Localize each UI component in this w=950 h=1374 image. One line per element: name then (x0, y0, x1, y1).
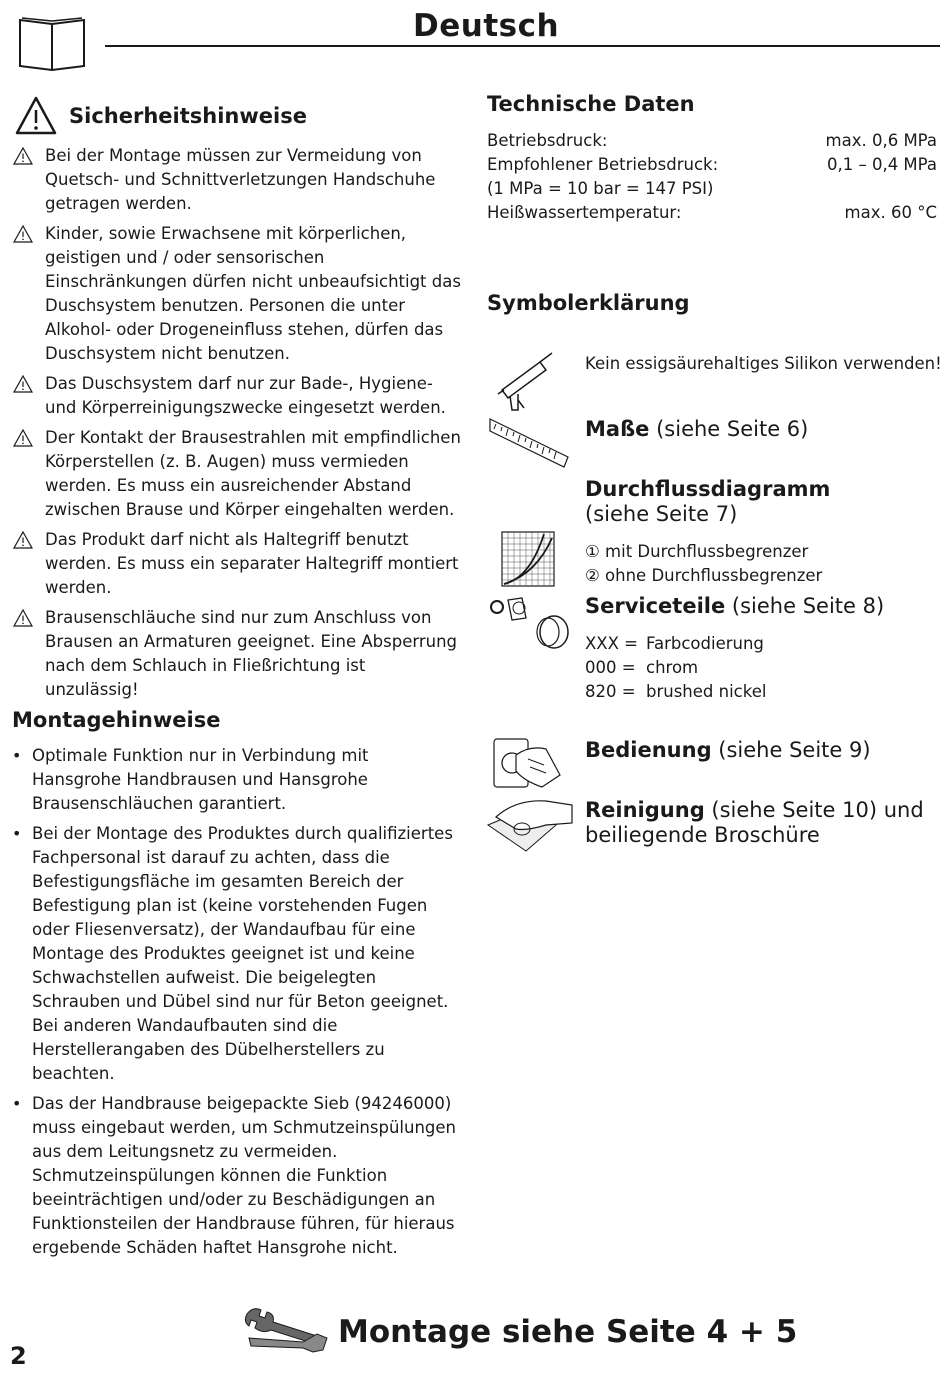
operation-label: Bedienung (585, 738, 712, 762)
mounting-item (12, 1092, 462, 1260)
warning-icon (15, 96, 57, 136)
safety-item-text: Der Kontakt der Brausestrahlen mit empfindlichen Körperstellen (z. B. Augen) muss vermieden werden. Es muss ein ausreichender Abstand zwischen Brause und Körper eingehalten werden. (45, 428, 461, 519)
technical-label: Heißwassertemperatur: (487, 203, 682, 222)
technical-label: Betriebsdruck: (487, 131, 608, 150)
cleaning-ref-2: beiliegende Broschüre (585, 823, 820, 847)
cleaning-label: Reinigung (585, 798, 705, 822)
technical-row (487, 153, 937, 177)
safety-item (12, 222, 462, 366)
warning-icon (12, 429, 34, 447)
book-icon (18, 16, 86, 72)
footer-title: Montage siehe Seite 4 + 5 (338, 1314, 798, 1350)
bullet-icon: • (12, 746, 22, 765)
mounting-item-text: Das der Handbrause beigepackte Sieb (94246000) muss eingebaut werden, um Schmutzeinspülungen aus dem Leitungsnetz zu vermeiden. Schmutzeinspülungen können die Funktion beeinträchtigen und/oder zu Beschädigungen an Funktionsteilen der Handbrause führen, für hieraus ergebende Schäden haftet Hansgrohe nicht. (32, 1094, 456, 1257)
operation-ref: (siehe Seite 9) (711, 738, 871, 762)
safety-item-text: Das Produkt darf nicht als Haltegriff benutzt werden. Es muss ein separater Haltegriff montiert werden. (45, 530, 459, 597)
bullet-icon: • (12, 824, 22, 843)
flow-without-limiter: ② ohne Durchflussbegrenzer (585, 566, 823, 585)
color-code: XXX = (585, 634, 638, 653)
warning-icon (12, 147, 34, 165)
safety-heading: Sicherheitshinweise (69, 104, 307, 128)
safety-list (12, 144, 462, 702)
flow-chart-icon (500, 530, 556, 588)
color-code-row (585, 680, 766, 704)
cleaning-ref: (siehe Seite 10) und (704, 798, 924, 822)
flow-legend (585, 540, 822, 588)
warning-icon (12, 375, 34, 393)
technical-table (487, 129, 937, 225)
safety-heading-row (12, 96, 462, 136)
dimensions-label: Maße (585, 417, 650, 441)
technical-label: Empfohlener Betriebsdruck: (487, 155, 719, 174)
mounting-item (12, 744, 462, 816)
mounting-item (12, 822, 462, 1086)
cleaning-block (585, 798, 924, 848)
service-line (585, 593, 884, 619)
symbols-heading: Symbolerklärung (487, 291, 690, 315)
color-codes (585, 632, 766, 704)
technical-value: max. 0,6 MPa (825, 131, 937, 150)
header-divider (105, 45, 940, 47)
color-code: 820 = (585, 682, 636, 701)
spare-parts-icon (488, 590, 574, 652)
page-number: 2 (10, 1342, 27, 1370)
flow-diagram-block (585, 477, 830, 527)
flow-ref: (siehe Seite 7) (585, 502, 738, 526)
flow-label: Durchflussdiagramm (585, 477, 831, 501)
ruler-icon (488, 415, 570, 471)
mounting-heading: Montagehinweise (12, 708, 221, 732)
bullet-icon: • (12, 1094, 22, 1113)
warning-icon (12, 609, 34, 627)
color-code-row (585, 656, 766, 680)
service-label: Serviceteile (585, 594, 726, 618)
color-name: Farbcodierung (646, 634, 764, 653)
silicone-note: Kein essigsäurehaltiges Silikon verwenden! (585, 354, 942, 373)
color-code: 000 = (585, 658, 636, 677)
safety-item (12, 606, 462, 702)
technical-value: 0,1 – 0,4 MPa (826, 155, 937, 174)
silicone-gun-icon (490, 350, 560, 412)
safety-item (12, 144, 462, 216)
technical-value: max. 60 °C (844, 203, 937, 222)
flow-with-limiter: ① mit Durchflussbegrenzer (585, 542, 809, 561)
safety-item (12, 528, 462, 600)
mounting-list (12, 744, 462, 1260)
technical-row (487, 201, 937, 225)
page-title: Deutsch (413, 8, 560, 44)
safety-item-text: Bei der Montage müssen zur Vermeidung von Quetsch- und Schnittverletzungen Handschuhe getragen werden. (45, 146, 436, 213)
color-name: chrom (646, 658, 699, 677)
operation-line (585, 737, 871, 763)
technical-label: (1 MPa = 10 bar = 147 PSI) (487, 179, 714, 198)
color-name: brushed nickel (646, 682, 767, 701)
dimensions-line (585, 416, 808, 442)
safety-item-text: Das Duschsystem darf nur zur Bade-, Hygiene- und Körperreinigungszwecke eingesetzt werden. (45, 374, 446, 417)
mounting-item-text: Bei der Montage des Produktes durch qualifiziertes Fachpersonal ist darauf zu achten, dass die Befestigungsfläche im gesamten Bereich der Befestigung plan ist (keine vorstehenden Fugen oder Fliesenversatz), der Wandaufbau für eine Montage des Produktes geeignet ist und keine Schwachstellen aufweist. Die beigelegten Schrauben und Dübel sind nur für Beton geeignet. Bei anderen Wandaufbauten sind die Herstellerangaben des Dübelherstellers zu beachten. (32, 824, 453, 1083)
color-code-row (585, 632, 766, 656)
service-ref: (siehe Seite 8) (725, 594, 885, 618)
safety-item-text: Brausenschläuche sind nur zum Anschluss von Brausen an Armaturen geeignet. Eine Absperrung nach dem Schlauch in Fließrichtung ist unzulässig! (45, 608, 458, 699)
operation-hand-icon (490, 735, 564, 791)
right-column (487, 92, 937, 315)
technical-row (487, 129, 937, 153)
warning-icon (12, 225, 34, 243)
safety-item (12, 426, 462, 522)
tools-icon (243, 1304, 329, 1360)
cleaning-hand-icon (486, 795, 576, 855)
technical-heading: Technische Daten (487, 92, 695, 116)
technical-row (487, 177, 937, 201)
dimensions-ref: (siehe Seite 6) (649, 417, 809, 441)
safety-item-text: Kinder, sowie Erwachsene mit körperlichen, geistigen und / oder sensorischen Einschränkungen dürfen nicht unbeaufsichtigt das Duschsystem benutzen. Personen die unter Alkohol- oder Drogeneinfluss stehen, dürfen das Duschsystem nicht benutzen. (45, 224, 461, 363)
mounting-item-text: Optimale Funktion nur in Verbindung mit Hansgrohe Handbrausen und Hansgrohe Brausenschläuchen garantiert. (32, 746, 369, 813)
warning-icon (12, 531, 34, 549)
safety-item (12, 372, 462, 420)
left-column (12, 96, 462, 1266)
